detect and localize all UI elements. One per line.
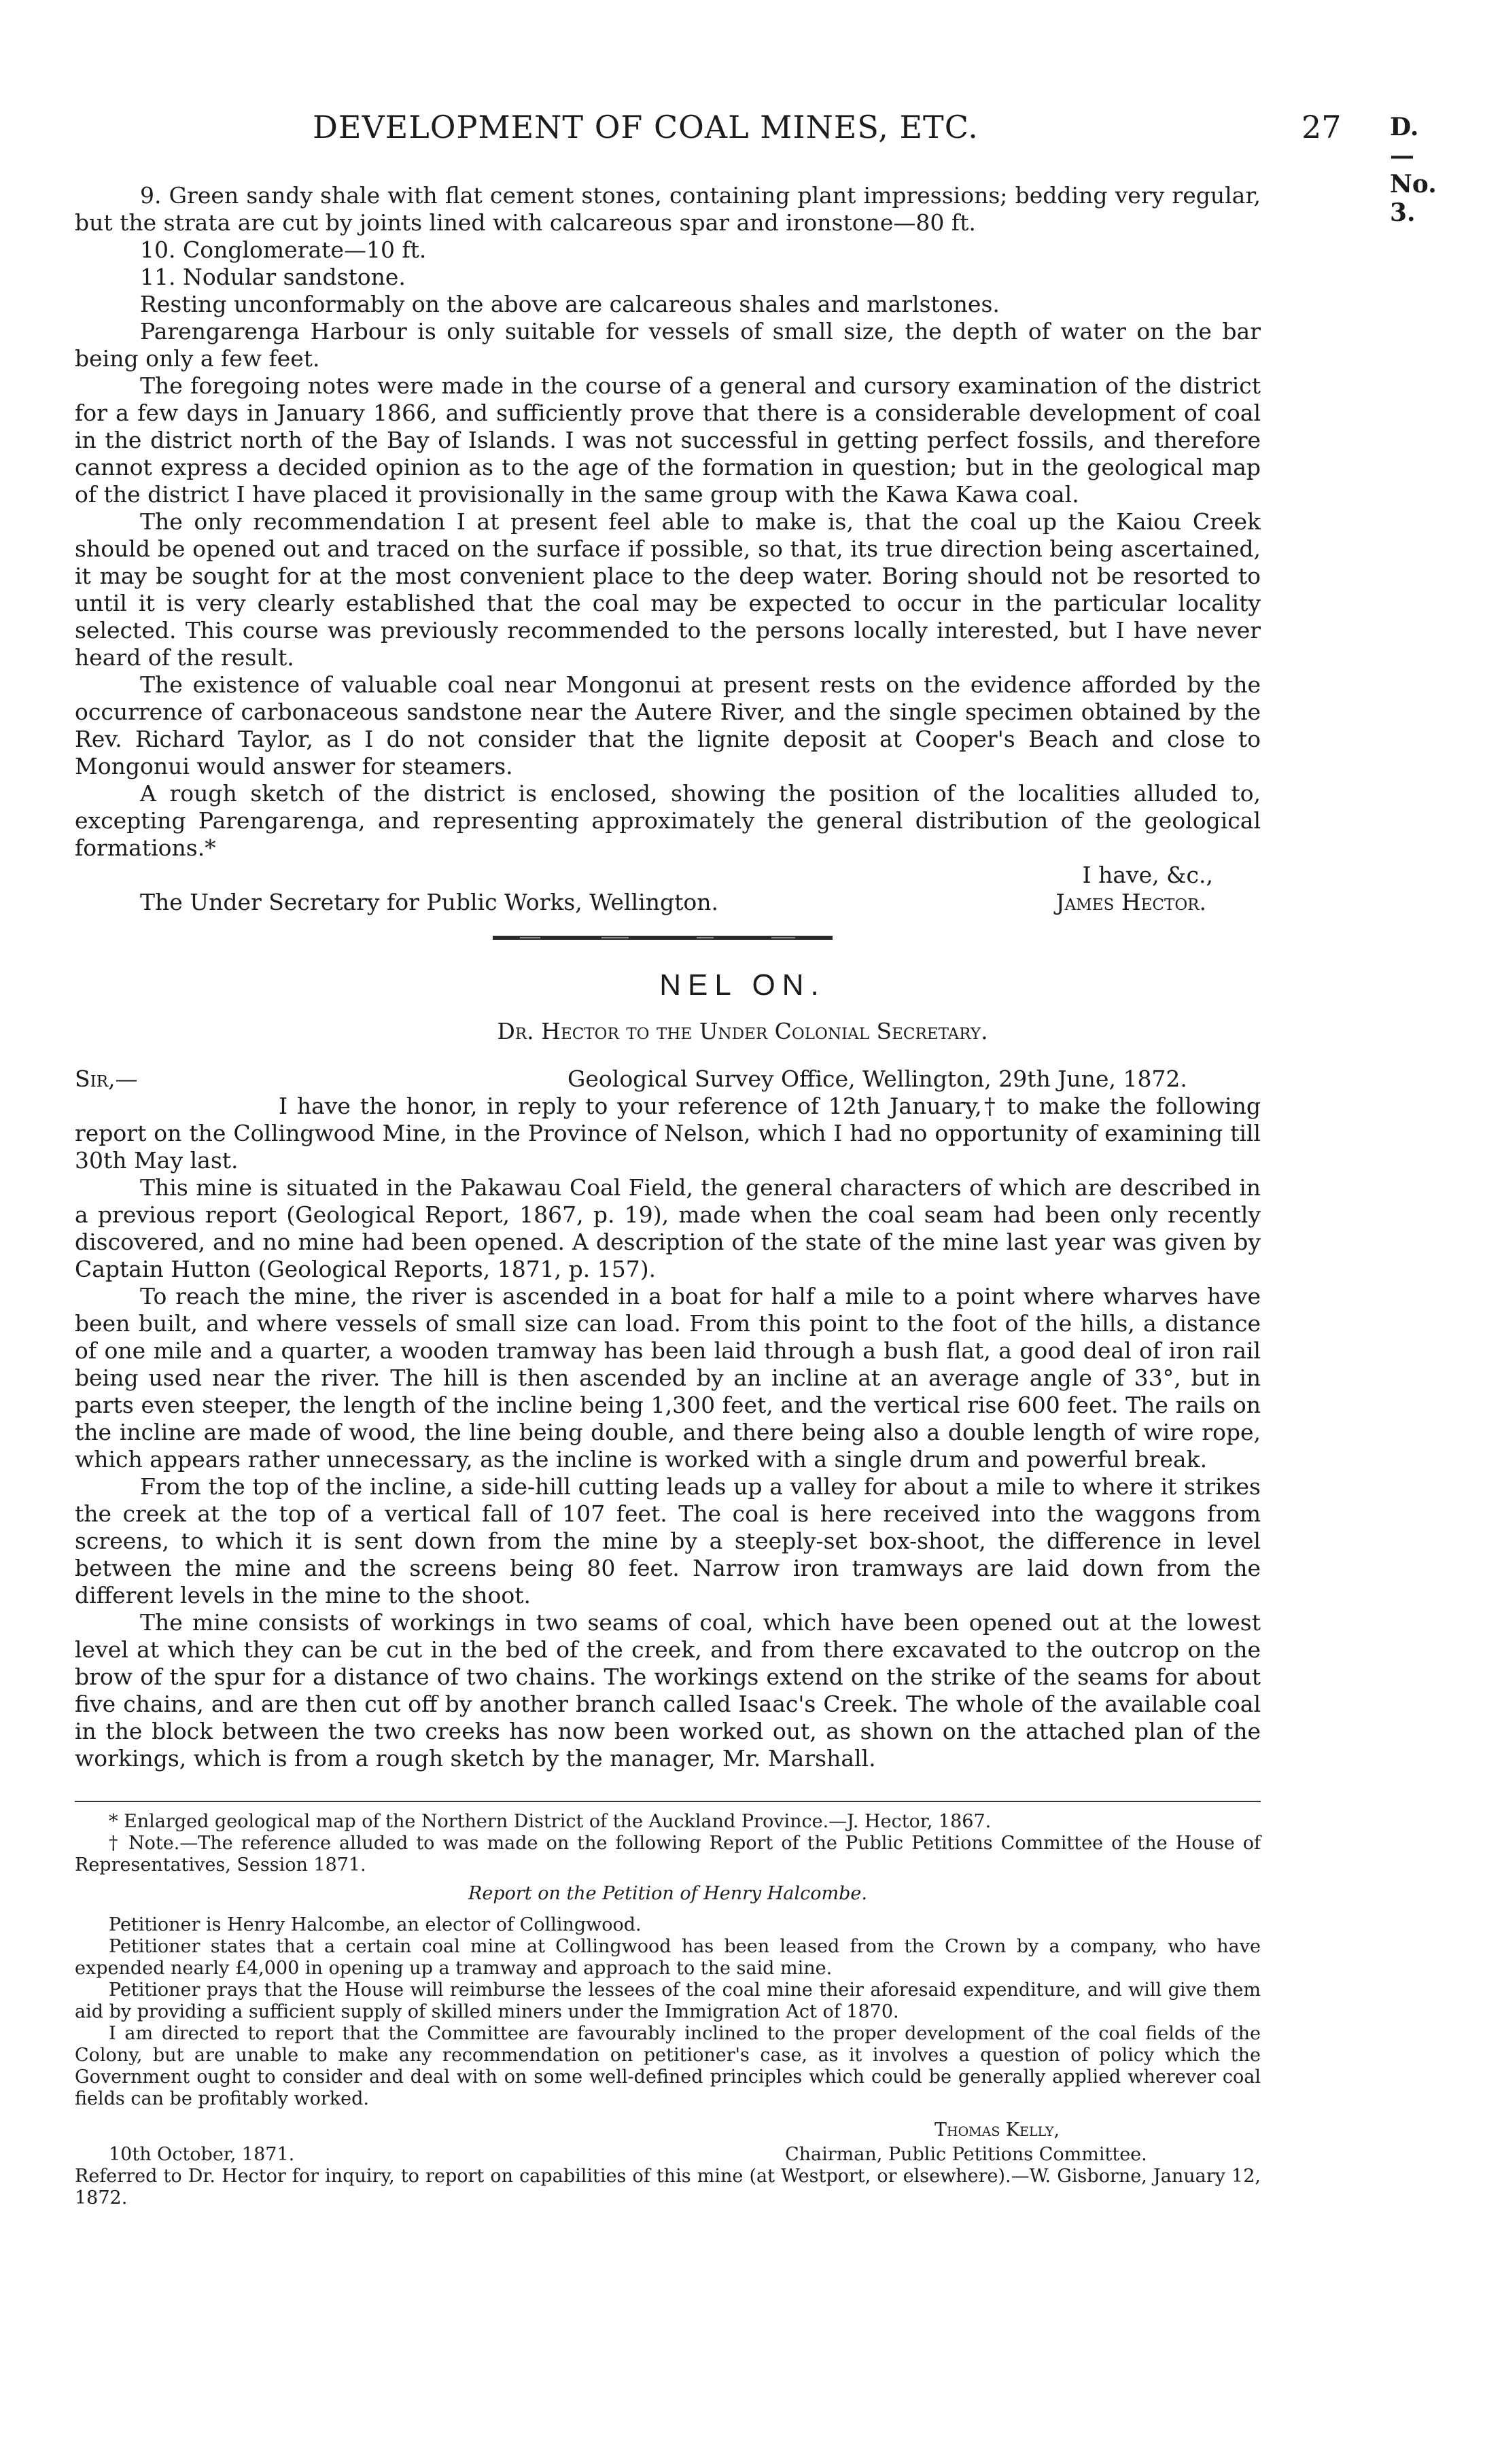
signature: James Hector. [1055, 889, 1206, 915]
footnote-paragraph: Petitioner is Henry Halcombe, an elector of Collingwood. [109, 1914, 642, 1935]
addressee-row [75, 889, 1261, 916]
footnote-rule [75, 1801, 1261, 1802]
paragraph: The only recommendation I at present feel able to make is, that the coal up the Kaiou Creek should be opened out and traced on the surface if possible, so that, its true direction being ascertained, it may be sought for at the most convenient place to the deep water. Boring should not be resorted to until it is very clearly established that the coal may be expected to occur in the particular locality selected. This course was previously recommended to the persons locally interested, but I have never heard of the result. [75, 508, 1261, 671]
page-number: 27 [1301, 109, 1342, 145]
document-reference: D.—No. 3. [1390, 113, 1437, 227]
salutation: Sir,— [75, 1066, 138, 1092]
closing-formula: I have, &c., [1082, 862, 1213, 888]
previous-report-section [75, 182, 1261, 916]
letter-subheading: Dr. Hector to the Under Colonial Secretary. [497, 1018, 988, 1044]
referral-note: Referred to Dr. Hector for inquiry, to report on capabilities of this mine (at Westport, or elsewhere).—W. Gisborne, January 12, 1872. [75, 2166, 1261, 2208]
paragraph: The mine consists of workings in two seams of coal, which have been opened out at the lowest level at which they can be cut in the bed of the creek, and from there excavated to the outcrop on the brow of the spur for a distance of two chains. The workings extend on the strike of the seams for about five chains, and are then cut off by another branch called Isaac's Creek. The whole of the available coal in the block between the two creeks has now been worked out, as shown on the attached plan of the workings, which is from a rough sketch by the manager, Mr. Marshall. [75, 1609, 1261, 1772]
footnotes [75, 1811, 1261, 2209]
paragraph: The existence of valuable coal near Mongonui at present rests on the evidence afforded by the occurrence of carbonaceous sandstone near the Autere River, and the single specimen obtained by the Rev. Richard Taylor, as I do not consider that the lignite deposit at Cooper's Beach and close to Mongonui would answer for steamers. [75, 671, 1261, 779]
signatory-row [75, 2119, 1261, 2141]
signatory-title: Chairman, Public Petitions Committee. [785, 2144, 1147, 2165]
strata-item: 10. Conglomerate—10 ft. [140, 236, 427, 263]
paragraph: The foregoing notes were made in the course of a general and cursory examination of the district for a few days in January 1866, and sufficiently prove that there is a considerable development of coal in the district north of the Bay of Islands. I was not successful in getting perfect fossils, and therefore cannot express a decided opinion as to the age of the formation in question; but in the geological map of the district I have placed it provisionally in the same group with the Kawa Kawa coal. [75, 372, 1261, 508]
strata-item: 11. Nodular sandstone. [140, 264, 406, 290]
paragraph: Parengarenga Harbour is only suitable for vessels of small size, the depth of water on the bar being only a few feet. [75, 318, 1261, 372]
closing-row [75, 862, 1261, 889]
sender-address: Geological Survey Office, Wellington, 29th June, 1872. [567, 1066, 1187, 1092]
signatory: Thomas Kelly, [934, 2119, 1060, 2141]
strata-item: 9. Green sandy shale with flat cement stones, containing plant impressions; bedding very regular, but the strata are cut by joints lined with calcareous spar and ironstone—80 ft. [75, 182, 1261, 236]
paragraph: Resting unconformably on the above are calcareous shales and marlstones. [140, 291, 1000, 317]
letter-body [75, 1093, 1261, 1772]
running-title: DEVELOPMENT OF COAL MINES, ETC. [313, 109, 979, 145]
section-heading: NEL ON. [659, 968, 826, 1002]
date-row [75, 2144, 1261, 2166]
footnote-dagger: † Note.—The reference alluded to was made on the following Report of the Public Petitions Committee of the House of Representatives, Session 1871. [75, 1833, 1261, 1876]
section-divider-ornament [493, 935, 833, 940]
footnote-paragraph: Petitioner prays that the House will reimburse the lessees of the coal mine their aforesaid expenditure, and will give them aid by providing a sufficient supply of skilled miners under the Immigration Act of 1870. [75, 1979, 1261, 2022]
paragraph: This mine is situated in the Pakawau Coal Field, the general characters of which are described in a previous report (Geological Report, 1867, p. 19), made when the coal seam had been only recently discovered, and no mine had been opened. A description of the state of the mine last year was given by Captain Hutton (Geological Reports, 1871, p. 157). [75, 1174, 1261, 1282]
report-date: 10th October, 1871. [109, 2144, 295, 2165]
salutation-row [75, 1066, 1261, 1093]
paragraph: To reach the mine, the river is ascended in a boat for half a mile to a point where wharves have been built, and where vessels of small size can load. From this point to the foot of the hills, a distance of one mile and a quarter, a wooden tramway has been laid through a bush flat, a good deal of iron rail being used near the river. The hill is then ascended by an incline at an average angle of 33°, but in parts even steeper, the length of the incline being 1,300 feet, and the vertical rise 600 feet. The rails on the incline are made of wood, the line being double, and there being also a double length of wire rope, which appears rather unnecessary, as the incline is worked with a single drum and powerful break. [75, 1283, 1261, 1473]
paragraph: I have the honor, in reply to your reference of 12th January,† to make the following report on the Collingwood Mine, in the Province of Nelson, which I had no opportunity of examining till 30th May last. [75, 1093, 1261, 1174]
report-title: Report on the Petition of Henry Halcombe. [468, 1883, 867, 1904]
addressee: The Under Secretary for Public Works, Wellington. [140, 889, 718, 915]
footnote-paragraph: I am directed to report that the Committee are favourably inclined to the proper development of the coal fields of the Colony, but are unable to make any recommendation on petitioner's case, as it involves a question of policy which the Government ought to consider and deal with on some well-defined principles which could be generally applied wherever coal fields can be profitably worked. [75, 2023, 1261, 2109]
paragraph: From the top of the incline, a side-hill cutting leads up a valley for about a mile to where it strikes the creek at the top of a vertical fall of 107 feet. The coal is here received into the waggons from screens, to which it is sent down from the mine by a steeply-set box-shoot, the difference in level between the mine and the screens being 80 feet. Narrow iron tramways are laid down from the different levels in the mine to the shoot. [75, 1473, 1261, 1608]
footnote-paragraph: Petitioner states that a certain coal mine at Collingwood has been leased from the Crown by a company, who have expended nearly £4,000 in opening up a tramway and approach to the said mine. [75, 1936, 1261, 1979]
footnote-star: * Enlarged geological map of the Northern District of the Auckland Province.—J. Hector, 1867. [109, 1811, 992, 1832]
paragraph: A rough sketch of the district is enclosed, showing the position of the localities alluded to, excepting Parengarenga, and representing approximately the general distribution of the geological formations.* [75, 780, 1261, 861]
